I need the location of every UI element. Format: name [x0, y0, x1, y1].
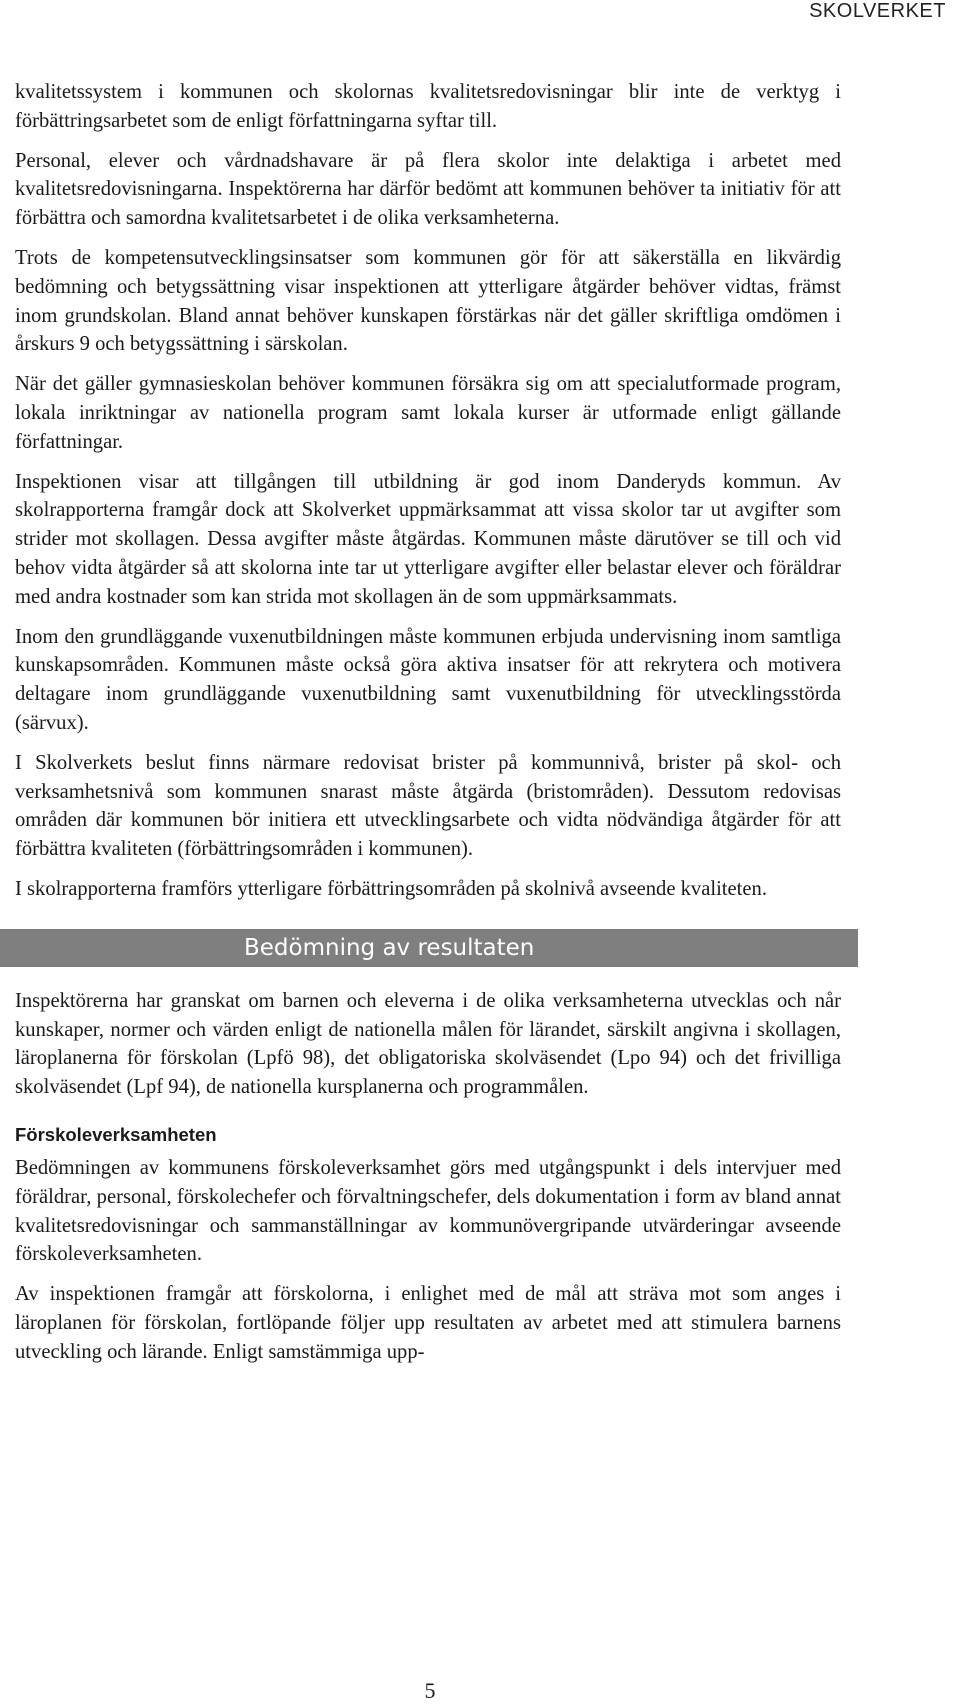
running-header: SKOLVERKET [809, 0, 946, 22]
subsection-paragraph: Bedömningen av kommunens förskoleverksamhet görs med utgångspunkt i dels intervjuer med föräldrar, personal, förskolechefer och förvaltningschefer, dels dokumentation i form av bland annat kvalitetsredovisningar och sammanställningar av kommunövergripande utvärderingar avseende förskoleverksamheten. [15, 1156, 841, 1266]
section-heading: Bedömning av resultaten [0, 929, 858, 967]
body-paragraph: När det gäller gymnasieskolan behöver kommunen försäkra sig om att specialutformade program, lokala inriktningar av nationella program samt lokala kurser är utformade enligt gällande författningar. [15, 373, 841, 453]
body-paragraph: kvalitetssystem i kommunen och skolornas kvalitetsredovisningar blir inte de verktyg i förbättringsarbetet som de enligt författningarna syftar till. [15, 81, 841, 132]
section-intro-paragraph: Inspektörerna har granskat om barnen och eleverna i de olika verksamheterna utvecklas och når kunskaper, normer och värden enligt de nationella målen för lärandet, särskilt angivna i skollagen, läroplanerna för förskolan (Lpfö 98), det obligatoriska skolväsendet (Lpo 94) och det frivilliga skolväsendet (Lpf 94), de nationella kursplanerna och programmålen. [15, 989, 841, 1099]
document-body [15, 78, 841, 1377]
subsection-paragraph: Av inspektionen framgår att förskolorna, i enlighet med de mål att sträva mot som anges i läroplanen för förskolan, fortlöpande följer upp resultaten av arbetet med att stimulera barnens utveckling och lärande. Enligt samstämmiga upp- [15, 1283, 841, 1363]
body-paragraph: I Skolverkets beslut finns närmare redovisat brister på kommunnivå, brister på skol- och verksamhetsnivå som kommunen snarast måste åtgärda (bristområden). Dessutom redovisas områden där kommunen bör initiera ett utvecklingsarbete och vidta nödvändiga åtgärder för att förbättra kvaliteten (förbättringsområden i kommunen). [15, 751, 841, 861]
body-paragraph: Inom den grundläggande vuxenutbildningen måste kommunen erbjuda undervisning inom samtliga kunskapsområden. Kommunen måste också göra aktiva insatser för att rekrytera och motivera deltagare inom grundläggande vuxenutbildning samt vuxenutbildning för utvecklingsstörda (särvux). [15, 625, 841, 734]
body-paragraph: Trots de kompetensutvecklingsinsatser som kommunen gör för att säkerställa en likvärdig bedömning och betygssättning visar inspektionen att ytterligare åtgärder behöver vidtas, främst inom grundskolan. Bland annat behöver kunskapen förstärkas när det gäller skriftliga omdömen i årskurs 9 och betygssättning i särskolan. [15, 246, 841, 356]
body-paragraph: I skolrapporterna framförs ytterligare förbättringsområden på skolnivå avseende kvaliteten. [15, 877, 767, 900]
body-paragraph: Inspektionen visar att tillgången till utbildning är god inom Danderyds kommun. Av skolrapporterna framgår dock att Skolverket uppmärksammat att vissa skolor tar ut avgifter som strider mot skollagen. Dessa avgifter måste åtgärdas. Kommunen måste därutöver se till och vid behov vidta åtgärder så att skolorna inte tar ut ytterligare avgifter eller belastar elever och föräldrar med andra kostnader som kan strida mot skollagen än de som uppmärksammats. [15, 470, 841, 608]
subsection-heading: Förskoleverksamheten [15, 1123, 217, 1145]
body-paragraph: Personal, elever och vårdnadshavare är på flera skolor inte delaktiga i arbetet med kvalitetsredovisningarna. Inspektörerna har därför bedömt att kommunen behöver ta initiativ för att förbättra och samordna kvalitetsarbetet i de olika verksamheterna. [15, 149, 841, 230]
page-number: 5 [424, 1678, 436, 1703]
